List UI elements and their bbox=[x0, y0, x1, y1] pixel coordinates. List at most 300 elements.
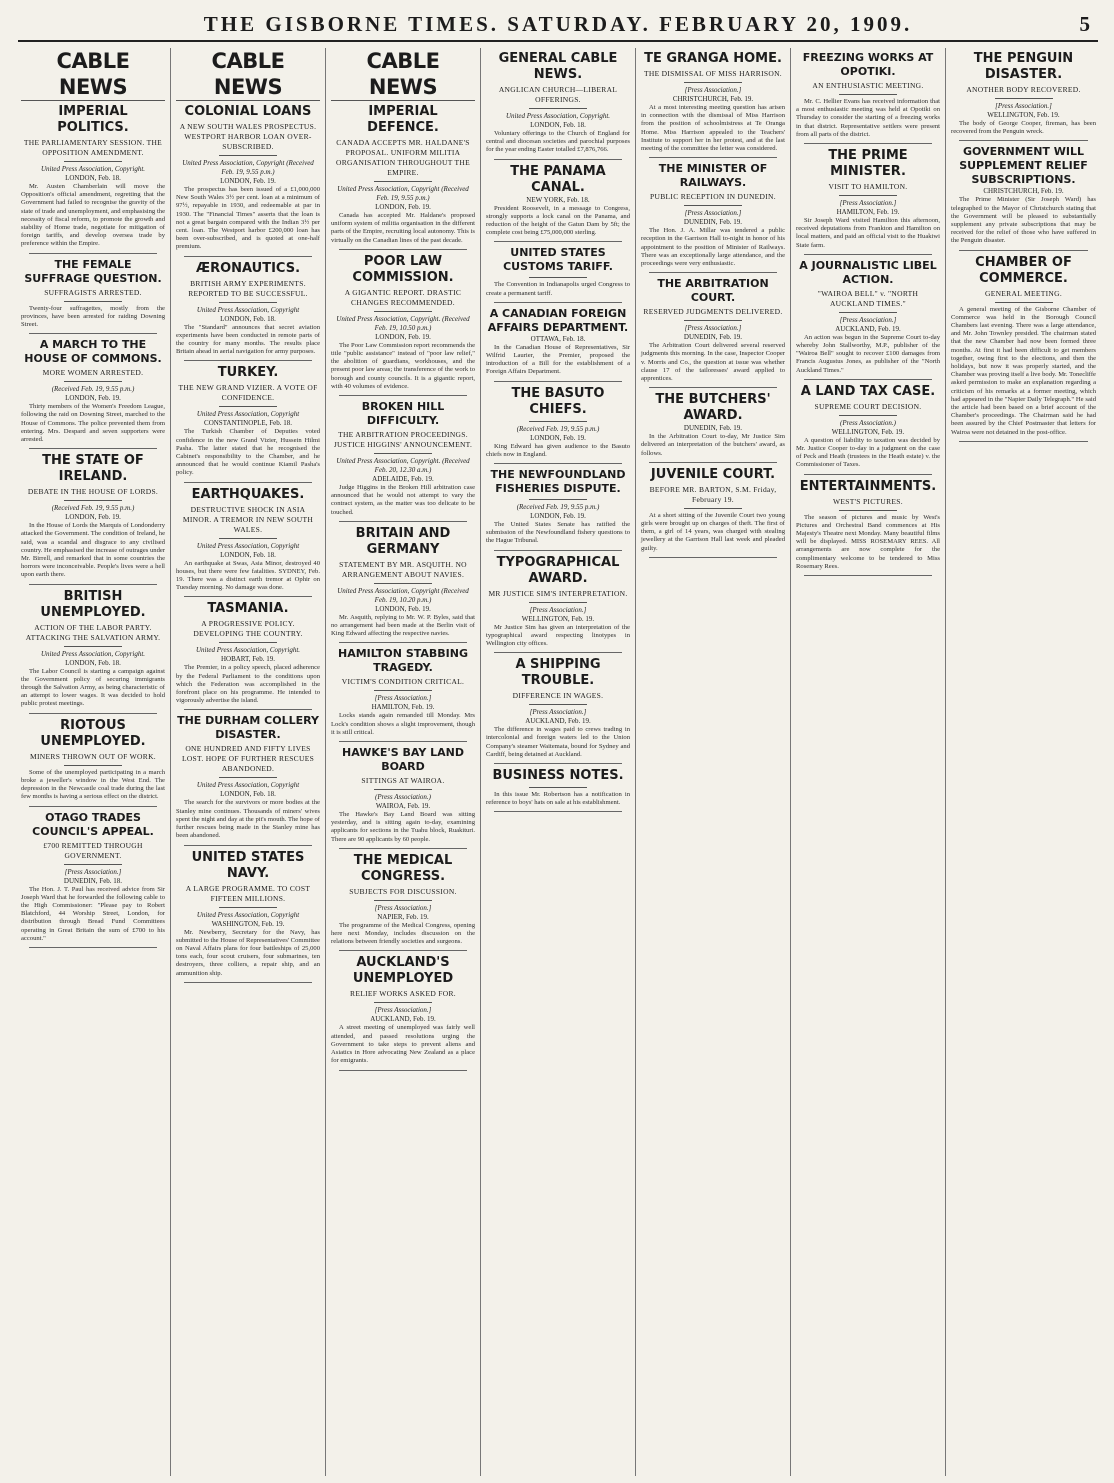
article-dateline: DUNEDIN, Feb. 19. bbox=[683, 333, 743, 342]
article-credit: [Press Association.] bbox=[529, 605, 587, 614]
article-deck: VISIT TO HAMILTON. bbox=[828, 182, 908, 192]
article-separator bbox=[184, 360, 312, 361]
article-deck: DESTRUCTIVE SHOCK IN ASIA MINOR. A TREMOR IN NEW SOUTH WALES. bbox=[182, 504, 314, 534]
article-headline: THE NEWFOUNDLAND FISHERIES DISPUTE. bbox=[490, 468, 626, 496]
article-separator bbox=[184, 596, 312, 597]
article-deck: VICTIM'S CONDITION CRITICAL. bbox=[341, 677, 465, 687]
article bbox=[331, 647, 475, 737]
article-separator bbox=[339, 1070, 467, 1071]
article-separator bbox=[29, 333, 157, 334]
article-headline: THE PANAMA CANAL. bbox=[510, 163, 606, 195]
article-headline: IMPERIAL DEFENCE. bbox=[367, 104, 439, 135]
article-dateline: CHRISTCHURCH, Feb. 19. bbox=[672, 95, 754, 103]
article-body: In the House of Lords the Marquis of Londonderry attacked the Government. The condition of Ireland, he said, was a scandal and disgrace to any civilised country. He emphasised the increase of outrages under Mr. Birrell, and remarked that in some countries the horrors were inconceivable. People's lives were a hell upon earth there. bbox=[21, 522, 165, 579]
masthead bbox=[18, 10, 1098, 42]
article-dateline: NEW YORK, Feb. 18. bbox=[526, 195, 590, 204]
article-separator bbox=[184, 982, 312, 983]
article-body: In the Arbitration Court to-day, Mr Justice Sim delivered an interpretation of the butchers' award, as follows. bbox=[641, 433, 785, 457]
article-deck: DIFFERENCE IN WAGES. bbox=[512, 691, 604, 701]
article-dateline: WELLINGTON, Feb. 19. bbox=[521, 614, 595, 623]
divider bbox=[219, 406, 277, 407]
article bbox=[21, 258, 165, 330]
article-body: The Arbitration Court delivered several reserved judgments this morning. In the case, Inspector Cooper v. Morris and Co., the question at issue was whether clause 17 of the tailoresses' award applied to apprentices. bbox=[641, 342, 785, 383]
divider bbox=[995, 302, 1053, 303]
divider bbox=[839, 195, 897, 196]
article-headline: GOVERNMENT WILL SUPPLEMENT RELIEF SUBSCRIPTIONS. bbox=[959, 145, 1088, 187]
article-headline: UNITED STATES NAVY. bbox=[191, 849, 305, 881]
article-credit: United Press Association, Copyright. bbox=[40, 165, 146, 173]
article-headline: THE DURHAM COLLERY DISASTER. bbox=[177, 714, 319, 742]
divider bbox=[529, 421, 587, 422]
article-credit: (Press Association.) bbox=[375, 793, 431, 802]
article bbox=[486, 164, 630, 238]
article bbox=[331, 746, 475, 844]
article-headline: GENERAL CABLE NEWS. bbox=[498, 51, 618, 82]
article-credit: United Press Association, Copyright (Received Feb. 19, 9.55 p.m.) bbox=[182, 159, 314, 176]
article-credit: United Press Association, Copyright. (Received Feb. 19, 10.50 p.m.) bbox=[336, 314, 470, 332]
article-dateline: LONDON, Feb. 18. bbox=[220, 550, 276, 559]
article-separator bbox=[494, 241, 622, 242]
divider bbox=[64, 646, 122, 647]
article-body: Voluntary offerings to the Church of England for central and diocesan societies and parochial purposes for the year ending Easter totalled £7,876,766. bbox=[486, 130, 630, 154]
article-credit: (Received Feb. 19, 9.55 p.m.) bbox=[51, 385, 135, 394]
article-headline: A CANADIAN FOREIGN AFFAIRS DEPARTMENT. bbox=[487, 306, 629, 334]
divider bbox=[64, 301, 122, 302]
article-headline: HAWKE'S BAY LAND BOARD bbox=[341, 746, 464, 774]
article-separator bbox=[804, 379, 932, 380]
article-body: President Roosevelt, in a message to Congress, strongly supports a lock canal on the Panama, and reduction of the height of the Gatun Dam by 5ft; the complete cost being £75,000,000 sterling. bbox=[486, 204, 630, 237]
article-headline: BRITISH UNEMPLOYED. bbox=[40, 588, 146, 620]
divider bbox=[529, 602, 587, 603]
article-body: Twenty-four suffragettes, mostly from the provinces, have been arrested for raiding Downing Street. bbox=[21, 304, 165, 329]
article-separator bbox=[494, 463, 622, 464]
divider bbox=[839, 94, 897, 95]
article-credit: United Press Association, Copyright. (Received Feb. 20, 12.30 a.m.) bbox=[336, 457, 470, 475]
article-body: The Prime Minister (Sir Joseph Ward) has telegraphed to the Mayor of Christchurch stating that the Government will be pleased to substantially supplement any private subscriptions that may be received for the relief of those who have suffered in the Penguin disaster. bbox=[951, 196, 1096, 245]
divider bbox=[219, 155, 277, 156]
article-body: Canada has accepted Mr. Haldane's proposed uniform system of militia organisation in the different parts of the Empire, recruiting local autonomy. This is virtually on the Canadian lines of the past decade. bbox=[331, 212, 475, 244]
article bbox=[796, 148, 940, 250]
divider bbox=[219, 538, 277, 539]
article-dateline: LONDON, Feb. 19. bbox=[65, 513, 121, 522]
divider bbox=[839, 415, 897, 416]
article-deck: STATEMENT BY MR. ASQUITH. NO ARRANGEMENT ABOUT NAVIES. bbox=[339, 559, 467, 579]
article-dateline: HAMILTON, Feb. 19. bbox=[836, 208, 900, 217]
article-dateline: WASHINGTON, Feb. 19. bbox=[211, 919, 285, 928]
article-body: An earthquake at Swas, Asia Minor, destroyed 40 houses, but there were few fatalities. SYDNEY, Feb. 19. There was a distinct earth tremor at Ophir on Tuesday morning. No damage was done. bbox=[176, 559, 320, 592]
divider bbox=[529, 704, 587, 705]
article-body: The difference in wages paid to crews trading in intercolonial and foreign waters led to the Union Company's steamer Waitemata, bound for Sydney and Cardiff, being detained at Auckland. bbox=[486, 726, 630, 758]
divider bbox=[219, 907, 277, 908]
article-headline: AUCKLAND'S UNEMPLOYED bbox=[352, 955, 454, 987]
article bbox=[486, 51, 630, 155]
article-credit: [Press Association.] bbox=[839, 315, 897, 324]
article-deck: A NEW SOUTH WALES PROSPECTUS. WESTPORT HARBOR LOAN OVER-SUBSCRIBED. bbox=[179, 122, 317, 151]
article-deck: THE PARLIAMENTARY SESSION. THE OPPOSITION AMENDMENT. bbox=[23, 138, 163, 157]
article-dateline: LONDON, Feb. 19. bbox=[220, 177, 276, 185]
article bbox=[21, 338, 165, 444]
article-headline: RIOTOUS UNEMPLOYED. bbox=[40, 717, 146, 749]
article-headline: BRITAIN AND GERMANY bbox=[355, 525, 451, 557]
article-body: The Premier, in a policy speech, placed adherence by the Federal Parliament to the conditions upon which the Federation was accomplished in the forefront place on his programme. He intended to vigorously advertise the island. bbox=[176, 664, 320, 705]
article-credit: [Press Association.] bbox=[374, 1006, 432, 1015]
article-separator bbox=[649, 462, 777, 463]
article-headline: THE FEMALE SUFFRAGE QUESTION. bbox=[24, 257, 162, 285]
article-separator bbox=[494, 763, 622, 764]
divider bbox=[64, 500, 122, 501]
article bbox=[486, 468, 630, 546]
article-headline: TE GRANGA HOME. bbox=[644, 51, 782, 66]
article bbox=[796, 51, 940, 139]
divider bbox=[374, 789, 432, 790]
article-separator bbox=[494, 811, 622, 812]
article-headline: BUSINESS NOTES. bbox=[492, 768, 624, 784]
article-deck: ACTION OF THE LABOR PARTY. ATTACKING THE SALVATION ARMY. bbox=[25, 622, 161, 642]
article-headline: BROKEN HILL DIFFICULTY. bbox=[361, 400, 445, 428]
divider bbox=[684, 508, 742, 509]
divider bbox=[374, 181, 432, 182]
divider bbox=[219, 302, 277, 303]
article-separator bbox=[184, 482, 312, 483]
article-separator bbox=[804, 575, 932, 576]
divider bbox=[529, 277, 587, 278]
article-credit: United Press Association, Copyright (Received Feb. 19, 9.55 p.m.) bbox=[337, 185, 469, 202]
divider bbox=[374, 583, 432, 584]
article bbox=[486, 555, 630, 649]
article-deck: ANOTHER BODY RECOVERED. bbox=[966, 85, 1081, 94]
article-body: Locks stands again remanded till Monday. Mrs Lock's condition shows a slight improvement, though it is still critical. bbox=[331, 712, 475, 736]
article-dateline: DUNEDIN, Feb. 19. bbox=[683, 424, 743, 433]
article-body: Mr. Asquith, replying to Mr. W. P. Byles, said that no arrangement had been made at the Berlin visit of King Edward affecting the respective navies. bbox=[331, 613, 475, 638]
article-separator bbox=[959, 250, 1088, 251]
article-deck: THE ARBITRATION PROCEEDINGS. JUSTICE HIGGINS' ANNOUNCEMENT. bbox=[333, 430, 473, 450]
article-separator bbox=[339, 848, 467, 849]
article bbox=[176, 714, 320, 840]
column-7 bbox=[946, 48, 1101, 1476]
article-deck: SUFFRAGISTS ARRESTED. bbox=[44, 287, 142, 297]
article-headline: POOR LAW COMMISSION. bbox=[352, 253, 454, 285]
article-body: Some of the unemployed participating in a march broke a jeweller's window in the West End. The depression in the Newcastle coal trade during the last few months is having a serious effect on the district. bbox=[21, 768, 165, 801]
article-body: The Convention in Indianapolis urged Congress to create a permanent tariff. bbox=[486, 281, 630, 297]
article-deck: THE NEW GRAND VIZIER. A VOTE OF CONFIDENCE. bbox=[178, 383, 318, 403]
article-headline: TASMANIA. bbox=[207, 601, 289, 617]
column-5 bbox=[636, 48, 791, 1476]
article-headline: OTAGO TRADES COUNCIL'S APPEAL. bbox=[32, 810, 154, 838]
article-body: Mr. Newberry, Secretary for the Navy, has submitted to the House of Representatives' Committee on Naval Affairs plans for four battleships of 25,000 tons each, four scout cruisers, four submarines, ten destroyers, three colliers, a repair ship, and an ammunition ship. bbox=[176, 928, 320, 977]
article-separator bbox=[29, 253, 157, 254]
article bbox=[21, 811, 165, 943]
article bbox=[641, 51, 785, 153]
article-separator bbox=[29, 713, 157, 714]
article-credit: (Press Association.) bbox=[840, 418, 896, 427]
article-headline: UNITED STATES CUSTOMS TARIFF. bbox=[503, 246, 613, 274]
article bbox=[21, 718, 165, 802]
article bbox=[951, 255, 1096, 437]
divider bbox=[529, 499, 587, 500]
article-deck: ANGLICAN CHURCH—LIBERAL OFFERINGS. bbox=[498, 85, 618, 104]
article-separator bbox=[184, 845, 312, 846]
article-headline: THE MINISTER OF RAILWAYS. bbox=[658, 162, 768, 190]
article-body: Thirty members of the Women's Freedom League, following the raid on Downing Street, marched to the House of Commons. The police prevented them from entering. Mrs. Despard and seven supporters were arrested. bbox=[21, 403, 165, 444]
article-body: Judge Higgins in the Broken Hill arbitration case announced that he would not attempt to vary the contract system, as the matter was too delicate to be touched. bbox=[331, 484, 475, 516]
divider bbox=[374, 1002, 432, 1003]
column-1 bbox=[16, 48, 171, 1476]
article-headline: A LAND TAX CASE. bbox=[800, 383, 936, 399]
article-body: The Poor Law Commission report recommends the title "public assistance" instead of "poor law relief," the abolition of guardians, workhouses, and the present poor law areas; the transference of the work to borough and county councils. It is a gigantic report, with 40 volumes of evidence. bbox=[331, 341, 475, 390]
article-separator bbox=[649, 272, 777, 273]
article-credit: United Press Association, Copyright bbox=[196, 910, 300, 919]
article-dateline: LONDON, Feb. 18. bbox=[65, 658, 121, 667]
article-deck: PUBLIC RECEPTION IN DUNEDIN. bbox=[650, 192, 776, 202]
article-deck: SUPREME COURT DECISION. bbox=[814, 401, 922, 411]
article-deck: SITTINGS AT WAIROA. bbox=[361, 776, 445, 786]
column-6 bbox=[791, 48, 946, 1476]
article-dateline: LONDON, Feb. 19. bbox=[375, 604, 431, 613]
divider bbox=[684, 320, 742, 321]
article bbox=[796, 479, 940, 571]
article-dateline: LONDON, Feb. 18. bbox=[65, 174, 121, 182]
article-body: The body of George Cooper, fireman, has been recovered from the Penguin wreck. bbox=[951, 120, 1096, 136]
article-headline: ÆRONAUTICS. bbox=[195, 260, 301, 276]
article-deck: A LARGE PROGRAMME. TO COST FIFTEEN MILLIONS. bbox=[185, 883, 311, 903]
article-body: In this issue Mr. Robertson has a notification in reference to boys' hats on sale at his establishment. bbox=[486, 791, 630, 807]
article-credit: United Press Association, Copyright. bbox=[195, 646, 301, 655]
article-deck: SUBJECTS FOR DISCUSSION. bbox=[349, 886, 457, 896]
article-body: A general meeting of the Gisborne Chamber of Commerce was held in the Borough Council Chambers last evening. There was a large attendance, and Mr. John Townley presided. The chairman stated that the new Chamber had now been formed three months. At first it had been difficult to get members together, owing first to the elections, and then the holidays, but now it was properly started, and the Chamber was proving itself a live body. Mr. Tonecliffe asked permission to make an explanation regarding a criticism of his remarks at a former meeting, which had appeared in the "Napier Daily Telegraph." He said the article had been based on a brief account of the Chamber's proceedings. The Chairman said he had been assured by the Chief Postmaster that letters for Wairoa were not detained in the post-office. bbox=[951, 305, 1096, 436]
article-body: The Hon. J. A. Millar was tendered a public reception in the Garrison Hall to-night in honor of his appointment to the position of Minister of Railways. There was an exceptionally large attendance, and the proceedings were very enthusiastic. bbox=[641, 227, 785, 268]
article-headline: THE STATE OF IRELAND. bbox=[42, 453, 144, 485]
article-separator bbox=[804, 474, 932, 475]
article-headline: CHAMBER OF COMMERCE. bbox=[975, 254, 1072, 286]
divider bbox=[684, 82, 742, 83]
newspaper-page bbox=[16, 48, 1102, 1476]
divider bbox=[219, 642, 277, 643]
article-deck: CANADA ACCEPTS MR. HALDANE'S PROPOSAL. UNIFORM MILITIA ORGANISATION THROUGHOUT THE EMPIRE. bbox=[336, 138, 470, 177]
article bbox=[486, 307, 630, 377]
article-deck: £700 REMITTED THROUGH GOVERNMENT. bbox=[43, 840, 143, 860]
article-body: A street meeting of unemployed was fairly well attended, and passed resolutions urging the Government to take steps to prevent aliens and Asiatics in Hore advocating New Zealand as a place for emigrants. bbox=[331, 1024, 475, 1065]
article-separator bbox=[29, 448, 157, 449]
article-credit: (Received Feb. 19, 9.55 p.m.) bbox=[516, 424, 600, 433]
article-deck: MORE WOMEN ARRESTED. bbox=[42, 368, 144, 378]
article-separator bbox=[494, 302, 622, 303]
article bbox=[176, 261, 320, 357]
article-credit: [Press Association.] bbox=[684, 209, 742, 218]
article-headline: TURKEY. bbox=[217, 365, 279, 381]
article-dateline: WELLINGTON, Feb. 19. bbox=[831, 427, 905, 436]
article-separator bbox=[494, 159, 622, 160]
article bbox=[486, 386, 630, 459]
divider bbox=[995, 98, 1053, 99]
article-separator bbox=[184, 256, 312, 257]
article-body: The season of pictures and music by West's Pictures and Orchestral Band commences at His Majesty's Theatre next Monday. Many beautiful films will be displayed. MISS ROSEMARY REES. All arrangements are now complete for the complimentary welcome to be tendered to Miss Rosemary Rees. bbox=[796, 513, 940, 570]
article-dateline: LONDON, Feb. 19. bbox=[530, 512, 586, 521]
article bbox=[176, 365, 320, 477]
article-body: A question of liability to taxation was decided by Mr. Justice Cooper to-day in a judgment on the case of Peck and Heath (trustees in the Heath estate) v. the Commissioner of Taxes. bbox=[796, 436, 940, 469]
article-dateline: LONDON, Feb. 18. bbox=[220, 790, 276, 799]
article-separator bbox=[494, 652, 622, 653]
article-headline: THE BASUTO CHIEFS. bbox=[511, 385, 605, 417]
article-credit: (Received Feb. 19, 9.55 p.m.) bbox=[51, 504, 135, 513]
article-headline: THE PRIME MINISTER. bbox=[828, 148, 908, 180]
divider bbox=[64, 381, 122, 382]
divider bbox=[64, 864, 122, 865]
article-headline: JUVENILE COURT. bbox=[650, 466, 776, 482]
article-body: Mr Justice Sim has given an interpretation of the typographical award respecting linotypes in Wellington city offices. bbox=[486, 623, 630, 648]
newspaper-title: THE GISBORNE TIMES. SATURDAY. FEBRUARY 20, 1909. bbox=[203, 12, 913, 36]
article-body: The "Standard" announces that secret aviation experiments have been conducted in remote parts of the country for many months. The results place Britain ahead in aerial navigation for army purposes. bbox=[176, 323, 320, 356]
article-credit: United Press Association, Copyright bbox=[196, 305, 300, 314]
article-credit: [Press Association.] bbox=[995, 102, 1052, 110]
article-separator bbox=[649, 387, 777, 388]
article bbox=[796, 259, 940, 375]
article bbox=[176, 850, 320, 978]
article-dateline: ADELAIDE, Feb. 19. bbox=[372, 475, 434, 484]
article bbox=[176, 601, 320, 705]
article-body: The Turkish Chamber of Deputies voted confidence in the new Grand Vizier, Hussein Hilmi Pasha. The latter stated that he recognised the Cabinet's responsibility to the Chamber, and he announced that he would continue Kiamil Pasha's policy. bbox=[176, 428, 320, 477]
article-credit: [Press Association.] bbox=[684, 324, 742, 333]
article bbox=[951, 51, 1096, 136]
article bbox=[486, 246, 630, 297]
article-deck: ONE HUNDRED AND FIFTY LIVES LOST. HOPE OF FURTHER RESCUES ABANDONED. bbox=[181, 744, 315, 774]
article-dateline: WAIROA, Feb. 19. bbox=[375, 802, 431, 811]
article-deck: BEFORE MR. BARTON, S.M. Friday, February 19. bbox=[649, 484, 777, 504]
article-deck: BRITISH ARMY EXPERIMENTS. REPORTED TO BE SUCCESSFUL. bbox=[188, 278, 308, 298]
article-dateline: AUCKLAND, Feb. 19. bbox=[835, 324, 901, 333]
article-headline: EARTHQUAKES. bbox=[191, 486, 305, 502]
article-body: At a short sitting of the Juvenile Court two young girls were brought up on charges of theft. The first of them, a girl of 14 years, was charged with stealing jewellery at the Garrison Hall last week and pleaded guilty. bbox=[641, 511, 785, 552]
divider bbox=[374, 900, 432, 901]
article-headline: FREEZING WORKS AT OPOTIKI. bbox=[802, 51, 934, 78]
article-body: The Hawke's Bay Land Board was sitting yesterday, and is sitting again to-day, examining applicants for sections in the Tuahu block, Ruakituri. There are 90 applicants by 60 people. bbox=[331, 811, 475, 843]
article bbox=[641, 277, 785, 383]
article-headline: TYPOGRAPHICAL AWARD. bbox=[496, 554, 620, 586]
article bbox=[331, 526, 475, 639]
divider bbox=[374, 311, 432, 312]
article-credit: [Press Association.] bbox=[64, 867, 122, 876]
article-dateline: NAPIER, Feb. 19. bbox=[377, 912, 429, 921]
article-dateline: HAMILTON, Feb. 19. bbox=[371, 703, 435, 712]
article-headline: THE ARBITRATION COURT. bbox=[657, 277, 769, 305]
divider bbox=[219, 777, 277, 778]
article-dateline: WELLINGTON, Feb. 19. bbox=[987, 111, 1060, 119]
article bbox=[641, 467, 785, 553]
article-separator bbox=[494, 550, 622, 551]
article-credit: (Received Feb. 19, 9.55 p.m.) bbox=[516, 503, 600, 512]
article-body: In the Canadian House of Representatives, Sir Wilfrid Laurier, the Premier, proposed the introduction of a Bill for the establishment of a Foreign Affairs Department. bbox=[486, 343, 630, 376]
divider bbox=[684, 205, 742, 206]
column-3 bbox=[326, 48, 481, 1476]
article-body: King Edward has given audience to the Basuto chiefs now in England. bbox=[486, 442, 630, 458]
article-separator bbox=[339, 950, 467, 951]
article-headline: ENTERTAINMENTS. bbox=[799, 478, 937, 494]
article bbox=[331, 104, 475, 245]
article bbox=[176, 487, 320, 593]
article-body: The Labor Council is starting a campaign against the Government policy of securing immigrants through the Salvation Army, as being characteristic of an attempt to lower wages. It was decided to hold public protest meetings. bbox=[21, 667, 165, 708]
article-separator bbox=[339, 395, 467, 396]
article bbox=[331, 955, 475, 1065]
article-dateline: HOBART, Feb. 19. bbox=[220, 655, 276, 664]
article-separator bbox=[29, 806, 157, 807]
article-deck: RELIEF WORKS ASKED FOR. bbox=[350, 989, 456, 999]
article-headline: COLONIAL LOANS bbox=[184, 104, 312, 119]
article-body: The prospectus has been issued of a £1,000,000 New South Wales 3½ per cent. loan at a minimum of 97½, repayable in 1930, and redeemable at par in 1930. The "Financial Times" asserts that the loan is not a great bargain compared with the Indian 3½ per cent. loan. The Westport harbor £200,000 loan has been over-subscribed, and is quoted at one-half premium. bbox=[176, 186, 320, 251]
article-headline: THE MEDICAL CONGRESS. bbox=[353, 852, 453, 884]
article-credit: [Press Association.] bbox=[529, 708, 587, 717]
article-separator bbox=[339, 249, 467, 250]
article-credit: [Press Association.] bbox=[684, 86, 742, 94]
article-deck: MINERS THROWN OUT OF WORK. bbox=[30, 751, 156, 761]
article bbox=[21, 589, 165, 709]
article-dateline: LONDON, Feb. 18. bbox=[220, 314, 276, 323]
article-body: The programme of the Medical Congress, opening here next Monday, includes discussion on the relations between friendly societies and surgeons. bbox=[331, 921, 475, 946]
article-deck: RESERVED JUDGMENTS DELIVERED. bbox=[643, 307, 783, 317]
section-header: CABLE NEWS bbox=[176, 48, 320, 101]
article-headline: A JOURNALISTIC LIBEL ACTION. bbox=[799, 258, 937, 286]
article-deck: AN ENTHUSIASTIC MEETING. bbox=[812, 81, 924, 90]
article-separator bbox=[339, 642, 467, 643]
article-separator bbox=[339, 741, 467, 742]
article bbox=[486, 768, 630, 807]
article-body: The Hon. J. T. Paul has received advice from Sir Joseph Ward that he forwarded the following cable to the High Commissioner: "Please pay to Robert Blatchford, 44 Worship Street, London, for distribution through Bread Fund Committees operating in Great Britain the sum of £700 to his account." bbox=[21, 885, 165, 942]
article-headline: HAMILTON STABBING TRAGEDY. bbox=[337, 647, 469, 675]
divider bbox=[64, 161, 122, 162]
article-dateline: CHRISTCHURCH, Feb. 19. bbox=[983, 187, 1064, 196]
article-credit: [Press Association.] bbox=[374, 694, 432, 703]
divider bbox=[839, 510, 897, 511]
column-2 bbox=[171, 48, 326, 1476]
article-separator bbox=[29, 584, 157, 585]
article-headline: IMPERIAL POLITICS. bbox=[57, 104, 129, 135]
article bbox=[176, 104, 320, 252]
article bbox=[21, 104, 165, 249]
article bbox=[21, 453, 165, 579]
page-number: 5 bbox=[1079, 12, 1090, 36]
article bbox=[641, 162, 785, 268]
divider bbox=[64, 765, 122, 766]
section-header: CABLE NEWS bbox=[331, 48, 475, 101]
article-dateline: LONDON, Feb. 19. bbox=[375, 332, 431, 341]
column-4 bbox=[481, 48, 636, 1476]
article-credit: [Press Association.] bbox=[839, 199, 897, 208]
section-header: CABLE NEWS bbox=[21, 48, 165, 101]
article-dateline: LONDON, Feb. 19. bbox=[530, 433, 586, 442]
article-deck: "WAIROA BELL" v. "NORTH AUCKLAND TIMES." bbox=[817, 288, 919, 308]
divider bbox=[374, 690, 432, 691]
article-deck: GENERAL MEETING. bbox=[984, 288, 1062, 298]
article-deck: A GIGANTIC REPORT. DRASTIC CHANGES RECOMMENDED. bbox=[344, 287, 462, 307]
article-headline: THE BUTCHERS' AWARD. bbox=[655, 392, 771, 424]
article-credit: United Press Association, Copyright bbox=[196, 541, 300, 550]
article-separator bbox=[649, 157, 777, 158]
article-separator bbox=[804, 254, 932, 255]
article-credit: United Press Association, Copyright bbox=[196, 410, 300, 419]
article-separator bbox=[959, 140, 1088, 141]
article-separator bbox=[184, 709, 312, 710]
article-dateline: OTTAWA, Feb. 18. bbox=[530, 334, 586, 343]
article-body: Sir Joseph Ward visited Hamilton this afternoon, received deputations from Frankton and Hamilton on local matters, and paid an official visit to the Huakiwi State farm. bbox=[796, 217, 940, 249]
article-separator bbox=[29, 947, 157, 948]
article-separator bbox=[959, 441, 1088, 442]
article-body: The search for the survivors or more bodies at the Stanley mine continues. Thousands of miners' wives spent the night and day at the pit's mouth. The hope of further rescues being made in the Stanley mine has been abandoned. bbox=[176, 799, 320, 840]
article-body: Mr. Austen Chamberlain will move the Opposition's official amendment, regretting that the Government had failed to recognise the gravity of the state of trade and unemployment, and emphasising the necessity of fiscal reform, to promote the growth and stability of Home trade, negotiate for mitigation of foreign tariffs, and develop oversea trade by preference within the Empire. bbox=[21, 183, 165, 248]
article-dateline: LONDON, Feb. 18. bbox=[530, 121, 586, 129]
divider bbox=[374, 453, 432, 454]
divider bbox=[839, 312, 897, 313]
article-deck: A PROGRESSIVE POLICY. DEVELOPING THE COUNTRY. bbox=[193, 619, 303, 639]
article-headline: A MARCH TO THE HOUSE OF COMMONS. bbox=[24, 338, 162, 366]
article-dateline: AUCKLAND, Feb. 19. bbox=[370, 1015, 436, 1024]
